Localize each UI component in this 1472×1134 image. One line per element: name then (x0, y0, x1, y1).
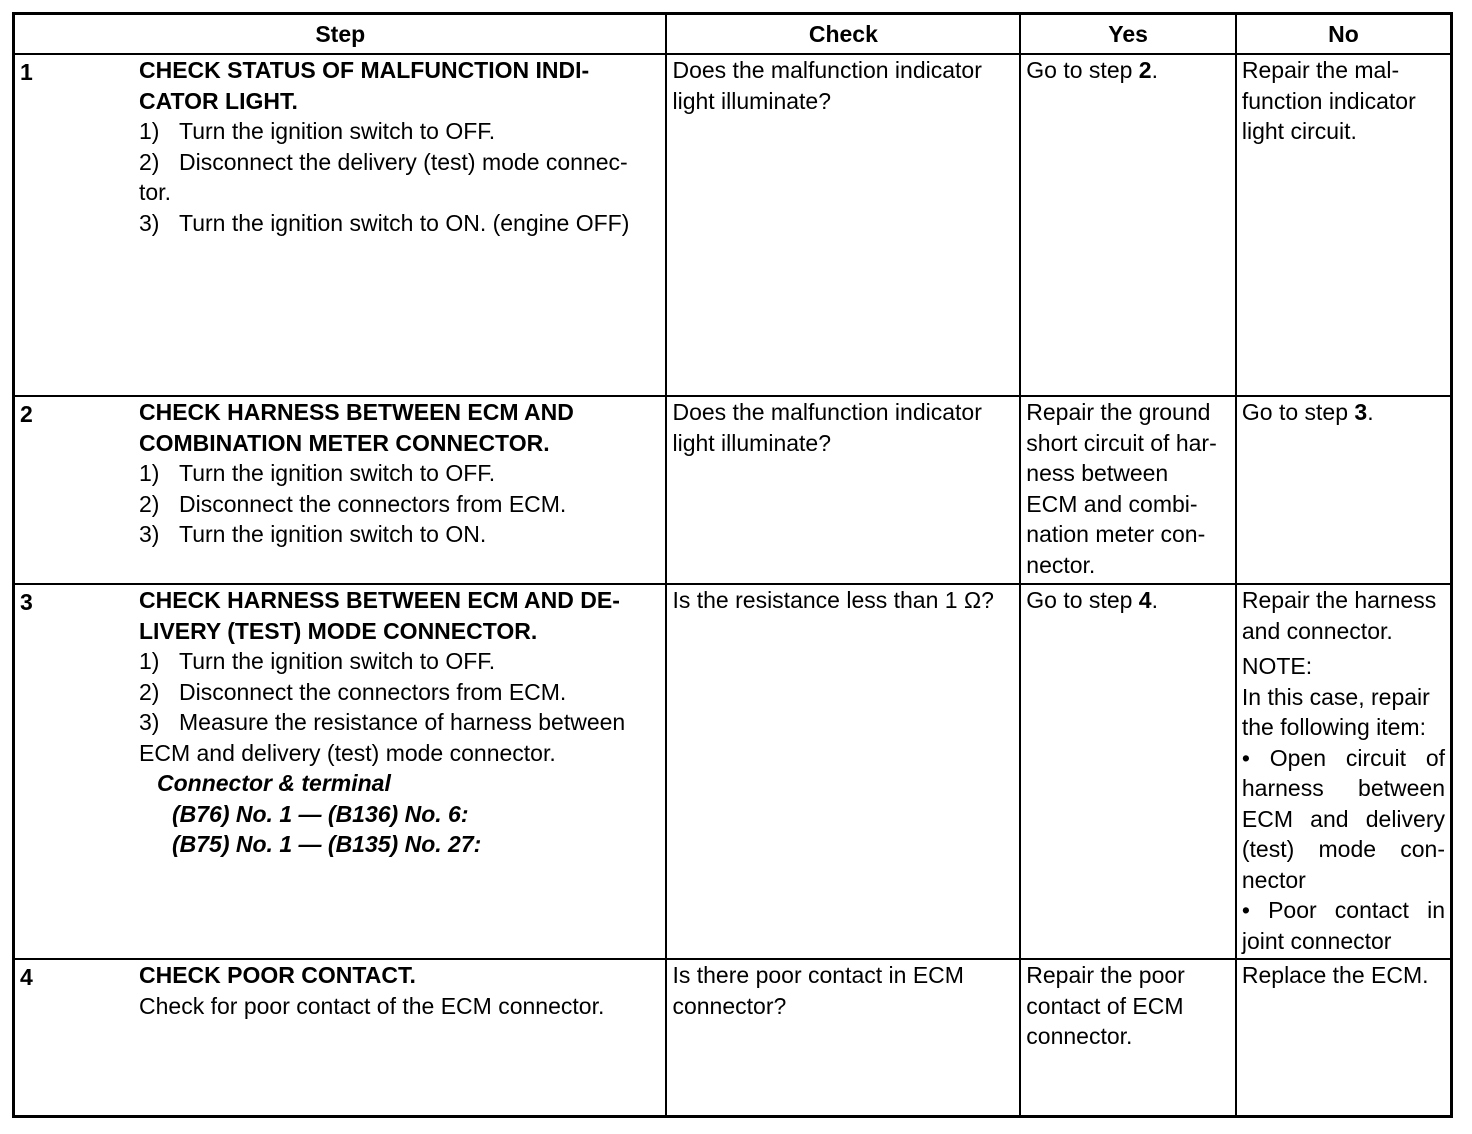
step-cell (14, 584, 667, 959)
diagnostic-procedure-table (12, 12, 1453, 1118)
table-row-step-1 (14, 54, 1452, 396)
step-title: CHECK HARNESS BETWEEN ECM AND DE- (139, 587, 620, 613)
substep: 3) Measure the resistance of harness between (139, 709, 626, 735)
check-text: Is the resistance less than 1 Ω? (672, 587, 994, 613)
no-cell (1236, 584, 1452, 959)
no-cell (1236, 54, 1452, 396)
substep: 2) Disconnect the connectors from ECM. (139, 490, 567, 517)
header-no: No (1236, 14, 1452, 55)
table-row-step-2 (14, 396, 1452, 584)
substep-continuation: tor. (139, 179, 171, 205)
step-title: COMBINATION METER CONNECTOR. (139, 429, 550, 456)
no-cell (1236, 959, 1452, 1117)
yes-text: Repair the poor (1026, 962, 1185, 988)
yes-text: ness between (1026, 460, 1169, 486)
no-text: the following item: (1241, 714, 1426, 740)
check-text: connector? (672, 992, 787, 1019)
no-text: joint connector (1241, 927, 1392, 954)
step-title: CATOR LIGHT. (139, 87, 298, 114)
check-cell (666, 959, 1020, 1117)
no-text: nector (1241, 866, 1306, 893)
substep: 2) Disconnect the connectors from ECM. (139, 678, 567, 705)
check-text: Does the malfunction indicator (672, 57, 982, 83)
yes-cell (1020, 959, 1236, 1117)
no-text: harness between (1241, 775, 1445, 801)
yes-text: nation meter con- (1026, 521, 1206, 547)
substep: 1) Turn the ignition switch to OFF. (139, 648, 496, 674)
yes-text: contact of ECM (1026, 992, 1184, 1019)
substep: 3) Turn the ignition switch to ON. (139, 521, 487, 547)
yes-text: short circuit of har- (1026, 429, 1217, 456)
check-text: Does the malfunction indicator (672, 399, 982, 425)
check-text: light illuminate? (672, 87, 831, 114)
check-cell (666, 396, 1020, 584)
step-title: LIVERY (TEST) MODE CONNECTOR. (139, 617, 538, 644)
step-instruction: Check for poor contact of the ECM connector. (139, 992, 605, 1019)
connector-heading: Connector & terminal (157, 770, 391, 796)
step-number: 3 (20, 589, 33, 615)
no-text: • Poor contact in (1241, 897, 1445, 923)
check-text: Is there poor contact in ECM (672, 962, 964, 988)
header-yes: Yes (1020, 14, 1236, 55)
step-number: 1 (20, 59, 33, 85)
table-header-row (14, 14, 1452, 55)
no-text: (test) mode con- (1241, 836, 1445, 862)
substep-continuation: ECM and delivery (test) mode connector. (139, 739, 556, 766)
check-text: light illuminate? (672, 429, 831, 456)
no-text: Replace the ECM. (1241, 962, 1429, 988)
header-check: Check (666, 14, 1020, 55)
no-cell (1236, 396, 1452, 584)
substep: 1) Turn the ignition switch to OFF. (139, 118, 496, 144)
step-title: CHECK POOR CONTACT. (139, 962, 416, 988)
substep: 3) Turn the ignition switch to ON. (engine OFF) (139, 209, 630, 236)
connector-terminal: (B75) No. 1 — (B135) No. 27: (172, 831, 482, 857)
connector-terminal: (B76) No. 1 — (B136) No. 6: (172, 800, 469, 827)
no-text: Repair the mal- (1241, 57, 1400, 83)
step-cell (14, 959, 667, 1117)
step-number: 2 (20, 401, 33, 427)
yes-text: Go to step 4. (1026, 587, 1158, 613)
yes-text: ECM and combi- (1026, 490, 1198, 517)
no-text: Go to step 3. (1241, 399, 1374, 425)
no-text: In this case, repair (1241, 683, 1430, 710)
table-row-step-4 (14, 959, 1452, 1117)
yes-cell (1020, 396, 1236, 584)
no-text: • Open circuit of (1241, 744, 1445, 771)
table-row-step-3 (14, 584, 1452, 959)
yes-cell (1020, 54, 1236, 396)
note-label: NOTE: (1241, 653, 1313, 679)
step-cell (14, 396, 667, 584)
no-text: light circuit. (1241, 118, 1357, 144)
step-cell (14, 54, 667, 396)
substep: 2) Disconnect the delivery (test) mode connec- (139, 148, 628, 175)
step-title: CHECK HARNESS BETWEEN ECM AND (139, 399, 574, 425)
yes-text: Go to step 2. (1026, 57, 1158, 83)
no-text: Repair the harness (1241, 587, 1437, 613)
yes-text: connector. (1026, 1023, 1133, 1049)
yes-text: Repair the ground (1026, 399, 1211, 425)
no-text: function indicator (1241, 87, 1416, 114)
yes-cell (1020, 584, 1236, 959)
check-cell (666, 584, 1020, 959)
header-step: Step (14, 14, 667, 55)
check-cell (666, 54, 1020, 396)
yes-text: nector. (1026, 551, 1096, 578)
substep: 1) Turn the ignition switch to OFF. (139, 460, 496, 486)
no-text: and connector. (1241, 617, 1393, 644)
step-title: CHECK STATUS OF MALFUNCTION INDI- (139, 57, 590, 83)
step-number: 4 (20, 964, 33, 990)
no-text: ECM and delivery (1241, 805, 1445, 832)
